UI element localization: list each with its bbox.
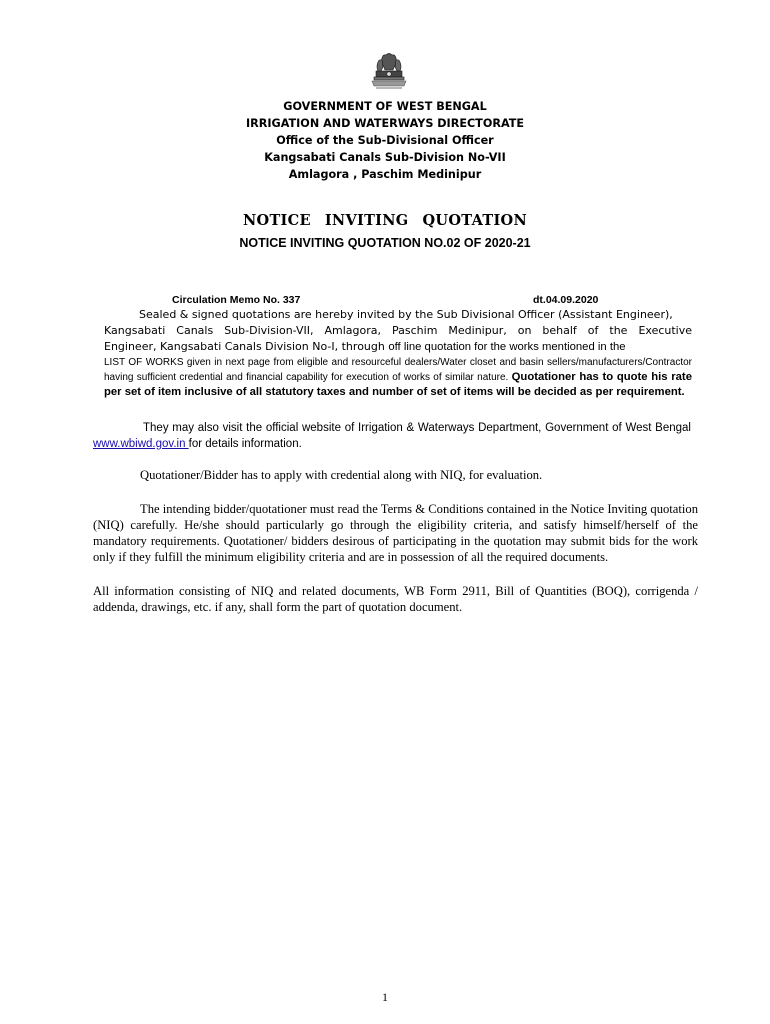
- paragraph-credential: Quotationer/Bidder has to apply with credential along with NIQ, for evaluation.: [140, 468, 543, 482]
- para1-line: Sealed & signed quotations are hereby invited by the Sub Divisional Officer (Assistant Engineer),: [139, 308, 673, 321]
- para1-line: [104, 339, 692, 355]
- page-number: 1: [382, 990, 388, 1004]
- notice-title: [0, 212, 770, 229]
- paragraph-invitation: [104, 307, 692, 399]
- title-word: INVITING: [324, 212, 409, 229]
- header-government: GOVERNMENT OF WEST BENGAL: [283, 100, 487, 113]
- para1-line3b: off line quotation for the works mentioned in the: [388, 341, 626, 353]
- website-link[interactable]: www.wbiwd.gov.in: [93, 437, 189, 450]
- state-emblem-icon: [366, 52, 412, 92]
- paragraph-terms: The intending bidder/quotationer must read the Terms & Conditions contained in the Notice Inviting quotation (NIQ) carefully. He/she should particularly go through the eligibility criteria, and satisfy himself/herself of the mandatory requirements. Quotationer/ bidders desirous of participating in the quotation may submit bids for the work only if they fulfill the minimum eligibility criteria and are in possession of all the required documents.: [93, 502, 698, 564]
- memo-date: dt.04.09.2020: [533, 294, 599, 306]
- title-word: QUOTATION: [422, 212, 528, 229]
- para1-rest-plain: LIST OF WORKS given in next page from eligible and resourceful dealers/Water closet and basin sellers/manufacturers/Contractor having sufficient credential and financial capability for execution of works of similar nature.: [104, 357, 692, 383]
- para2-text: They may also visit the official website of Irrigation & Waterways Department, Government of West Bengal: [143, 422, 691, 434]
- header-office: Office of the Sub-Divisional Officer: [276, 134, 494, 147]
- paragraph-documents: All information consisting of NIQ and related documents, WB Form 2911, Bill of Quantities (BOQ), corrigenda / addenda, drawings, etc. if any, shall form the part of quotation document.: [93, 584, 698, 614]
- para1-line3a: Engineer, Kangsabati Canals Division No-I, through: [104, 340, 389, 353]
- para1-line: Kangsabati Canals Sub-Division-VII, Amlagora, Paschim Medinipur, on behalf of the Executive: [104, 324, 692, 337]
- header-location: Amlagora , Paschim Medinipur: [288, 168, 482, 181]
- title-word: NOTICE: [242, 212, 311, 229]
- header-directorate: IRRIGATION AND WATERWAYS DIRECTORATE: [245, 117, 525, 130]
- para2-text-after: for details information.: [188, 437, 302, 450]
- notice-number: NOTICE INVITING QUOTATION NO.02 OF 2020-21: [239, 236, 531, 250]
- para1-rest: [104, 355, 692, 399]
- circulation-memo: Circulation Memo No. 337: [172, 294, 301, 306]
- para1-rest-bold: Quotationer has to quote his rate per set of item inclusive of all statutory taxes and number of set of items will be decided as per requirement.: [104, 371, 692, 398]
- paragraph-website: [93, 421, 691, 452]
- header-subdivision: Kangsabati Canals Sub-Division No-VII: [264, 151, 506, 164]
